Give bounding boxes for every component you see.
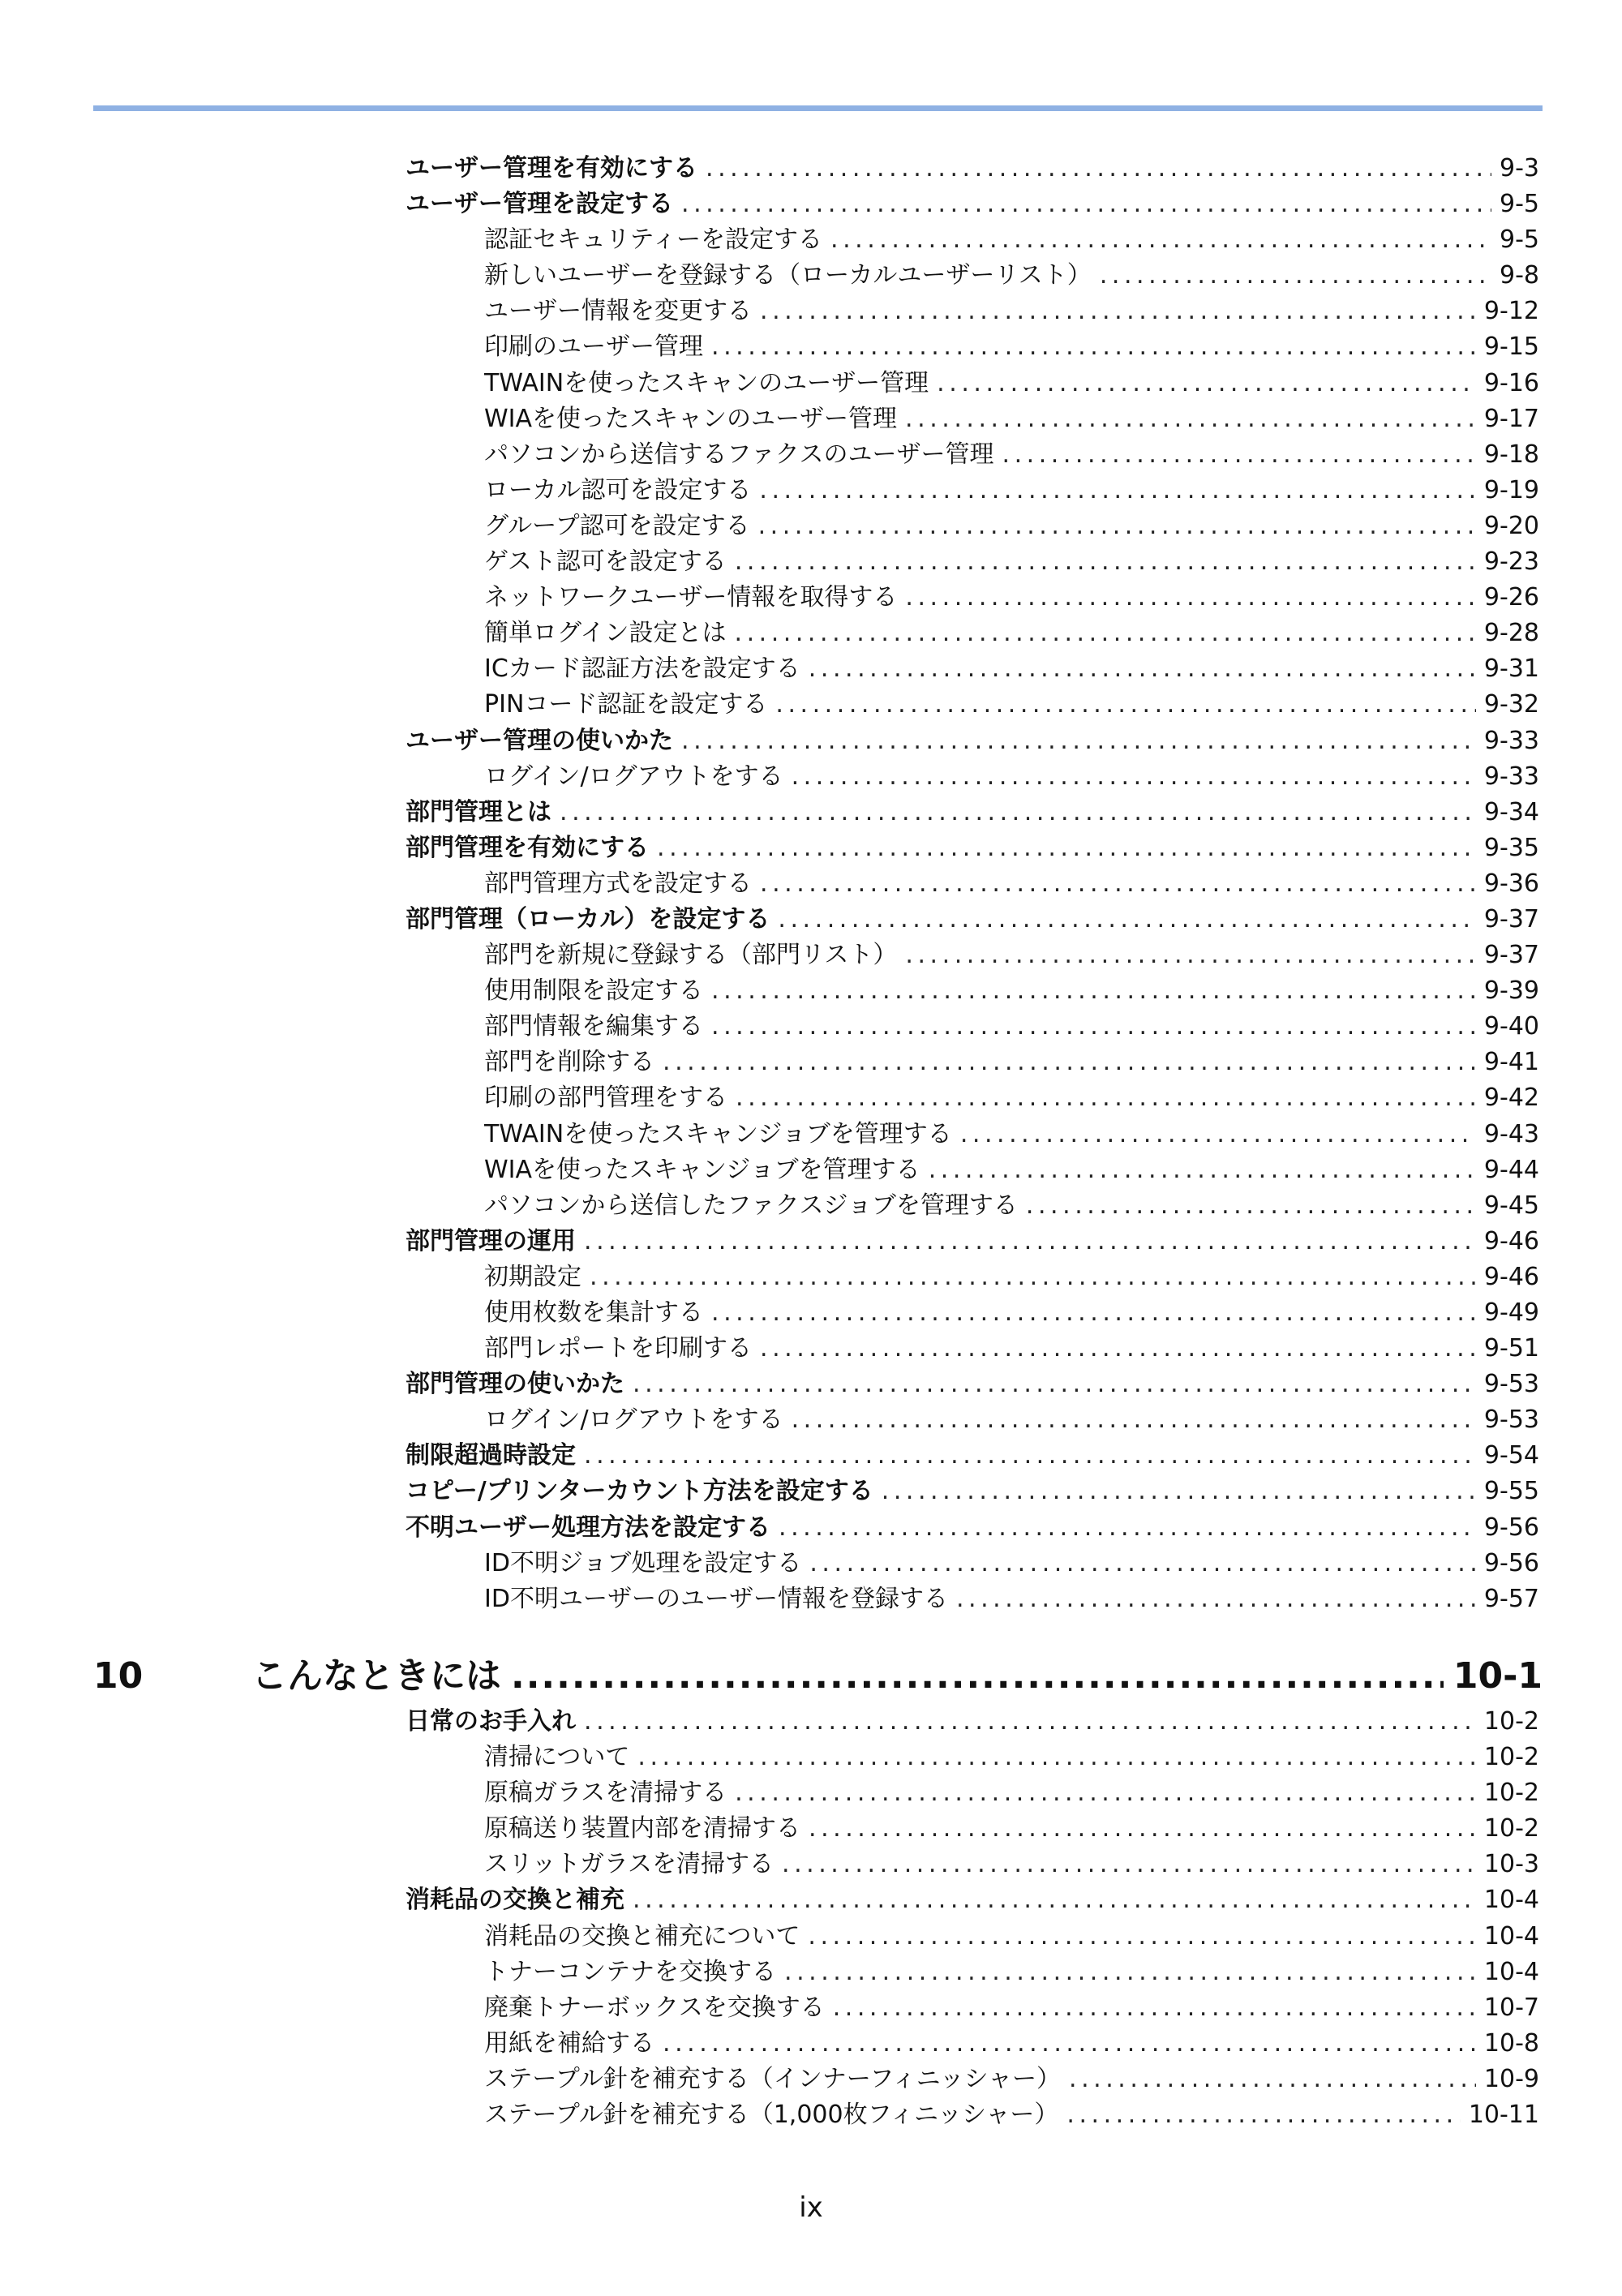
- toc-row: [0, 1152, 1622, 1188]
- dot-leader: [782, 1847, 1476, 1882]
- toc-entry-subsection[interactable]: [484, 616, 1539, 651]
- dot-leader: [784, 1955, 1476, 1990]
- toc-entry-subsection[interactable]: [484, 2062, 1539, 2097]
- toc-row: [0, 973, 1622, 1009]
- toc-entry-page: 9-23: [1483, 547, 1539, 577]
- toc-row: [0, 1295, 1622, 1331]
- toc-row: [0, 902, 1622, 938]
- toc-entry-section[interactable]: [406, 1704, 1539, 1740]
- toc-row: [0, 509, 1622, 544]
- toc-entry-title: 部門管理（ローカル）を設定する: [406, 904, 770, 933]
- toc-entry-title: トナーコンテナを交換する: [484, 1957, 776, 1986]
- toc-row: [0, 1882, 1622, 1918]
- toc-entry-page: 9-43: [1483, 1119, 1539, 1148]
- dot-leader: [633, 1367, 1476, 1402]
- toc-entry-title: スリットガラスを清掃する: [484, 1850, 774, 1879]
- toc-row: [0, 151, 1622, 187]
- dot-leader: [663, 1045, 1476, 1080]
- toc-entry-subsection[interactable]: [484, 222, 1539, 258]
- toc-entry-title: 原稿送り装置内部を清掃する: [484, 1814, 800, 1843]
- toc-row: [0, 1990, 1622, 2026]
- toc-entry-title: ICカード認証方法を設定する: [484, 654, 800, 684]
- toc-row: [0, 329, 1622, 365]
- toc-row: [0, 1260, 1622, 1295]
- toc-entry-page: 9-20: [1483, 511, 1539, 540]
- toc-entry-page: 9-49: [1483, 1298, 1539, 1327]
- toc-entry-title: ID不明ジョブ処理を設定する: [484, 1548, 802, 1577]
- toc-entry-subsection[interactable]: [484, 509, 1539, 544]
- toc-entry-page: 9-3: [1500, 154, 1539, 182]
- toc-entry-subsection[interactable]: [484, 651, 1539, 687]
- toc-entry-title: 使用枚数を集計する: [484, 1298, 703, 1327]
- toc-entry-page: 9-33: [1483, 762, 1539, 791]
- toc-row: [0, 651, 1622, 687]
- toc-entry-title: 消耗品の交換と補充: [406, 1886, 624, 1915]
- toc-row: [0, 1367, 1622, 1402]
- toc-entry-title: 清掃について: [484, 1743, 630, 1772]
- dot-leader: [735, 616, 1476, 651]
- toc-entry-title: ログイン/ログアウトをする: [484, 762, 783, 791]
- toc-entry-subsection[interactable]: [484, 580, 1539, 616]
- toc-entry-page: 9-45: [1483, 1191, 1539, 1220]
- toc-entry-page: 9-31: [1483, 654, 1539, 684]
- toc-entry-subsection[interactable]: [484, 1811, 1539, 1847]
- toc-entry-page: 9-39: [1483, 976, 1539, 1006]
- toc-entry-title: 初期設定: [484, 1262, 581, 1291]
- dot-leader: [681, 723, 1476, 759]
- toc-entry-section[interactable]: [406, 723, 1539, 759]
- toc-entry-page: 10-8: [1483, 2028, 1539, 2058]
- toc-entry-page: 9-46: [1483, 1262, 1539, 1291]
- dot-leader: [735, 544, 1476, 580]
- dot-leader: [808, 1919, 1476, 1955]
- toc-row: [0, 1402, 1622, 1438]
- toc-entry-page: 10-11: [1468, 2101, 1539, 2130]
- toc-row: [0, 830, 1622, 866]
- toc-row: [0, 795, 1622, 830]
- toc-entry-subsection[interactable]: [484, 1847, 1539, 1882]
- toc-entry-title: WIAを使ったスキャンのユーザー管理: [484, 404, 898, 433]
- toc-entry-subsection[interactable]: [484, 437, 1539, 473]
- toc-entry-page: 9-17: [1483, 404, 1539, 433]
- dot-leader: [663, 2026, 1476, 2062]
- toc-entry-title: 部門を新規に登録する（部門リスト）: [484, 941, 898, 970]
- dot-leader: [956, 1581, 1476, 1617]
- dot-leader: [792, 759, 1476, 795]
- toc-entry-title: 簡単ログイン設定とは: [484, 619, 727, 648]
- toc-row: [0, 2097, 1622, 2133]
- chapter-page: 10-1: [1453, 1655, 1543, 1697]
- chapter-heading[interactable]: [93, 1646, 1543, 1706]
- toc-row: [0, 759, 1622, 795]
- toc-entry-page: 9-46: [1483, 1226, 1539, 1255]
- dot-leader: [711, 1009, 1476, 1045]
- toc-row: [0, 1080, 1622, 1116]
- toc-row: [0, 2026, 1622, 2062]
- toc-entry-subsection[interactable]: [484, 759, 1539, 795]
- dot-leader: [760, 1331, 1476, 1367]
- toc-entry-subsection[interactable]: [484, 1152, 1539, 1188]
- dot-leader: [584, 1224, 1476, 1260]
- toc-entry-page: 10-3: [1483, 1850, 1539, 1879]
- toc-entry-section[interactable]: [406, 1474, 1539, 1509]
- toc-entry-subsection[interactable]: [484, 329, 1539, 365]
- toc-entry-title: 部門管理方式を設定する: [484, 869, 752, 898]
- toc-entry-page: 9-41: [1483, 1048, 1539, 1077]
- toc-row: [0, 1581, 1622, 1617]
- toc-row: [0, 1224, 1622, 1260]
- toc-entry-page: 9-36: [1483, 869, 1539, 898]
- toc-entry-page: 9-42: [1483, 1084, 1539, 1113]
- toc-entry-subsection[interactable]: [484, 544, 1539, 580]
- toc-entry-page: 9-37: [1483, 941, 1539, 970]
- toc-entry-subsection[interactable]: [484, 1009, 1539, 1045]
- toc-row: [0, 580, 1622, 616]
- dot-leader: [778, 902, 1476, 938]
- dot-leader: [1026, 1188, 1476, 1224]
- toc-row: [0, 1009, 1622, 1045]
- toc-entry-page: 10-9: [1483, 2064, 1539, 2093]
- toc-entry-page: 9-44: [1483, 1155, 1539, 1184]
- toc-row: [0, 366, 1622, 401]
- toc-entry-title: 使用制限を設定する: [484, 976, 703, 1006]
- toc-row: [0, 1438, 1622, 1474]
- dot-leader: [637, 1740, 1476, 1775]
- toc-entry-title: TWAINを使ったスキャンジョブを管理する: [484, 1119, 952, 1148]
- toc-entry-subsection[interactable]: [484, 473, 1539, 509]
- toc-entry-page: 9-5: [1500, 225, 1539, 255]
- toc-entry-section[interactable]: [406, 902, 1539, 938]
- toc-entry-subsection[interactable]: [484, 1260, 1539, 1295]
- dot-leader: [560, 795, 1476, 830]
- toc-entry-page: 9-19: [1483, 475, 1539, 504]
- toc-entry-title: TWAINを使ったスキャンのユーザー管理: [484, 368, 929, 397]
- toc-entry-title: 廃棄トナーボックスを交換する: [484, 1993, 825, 2022]
- toc-row: [0, 401, 1622, 437]
- dot-leader: [833, 1990, 1476, 2026]
- dot-leader: [905, 580, 1476, 616]
- toc-entry-title: パソコンから送信したファクスジョブを管理する: [484, 1191, 1018, 1220]
- toc-entry-page: 9-40: [1483, 1012, 1539, 1041]
- toc-entry-title: ID不明ユーザーのユーザー情報を登録する: [484, 1584, 948, 1613]
- dot-leader: [735, 1775, 1476, 1811]
- toc-row: [0, 866, 1622, 902]
- dot-leader: [1069, 2062, 1476, 2097]
- toc-entry-page: 10-2: [1483, 1743, 1539, 1772]
- toc-entry-title: ログイン/ログアウトをする: [484, 1405, 783, 1435]
- toc-entry-section[interactable]: [406, 1367, 1539, 1402]
- toc-entry-subsection[interactable]: [484, 866, 1539, 902]
- toc-entry-subsection[interactable]: [484, 1955, 1539, 1990]
- toc-entry-page: 9-34: [1483, 797, 1539, 826]
- toc-entry-subsection[interactable]: [484, 1990, 1539, 2026]
- toc-entry-title: WIAを使ったスキャンジョブを管理する: [484, 1155, 920, 1184]
- toc-entry-subsection[interactable]: [484, 366, 1539, 401]
- toc-entry-subsection[interactable]: [484, 1546, 1539, 1581]
- dot-leader: [809, 1546, 1476, 1581]
- toc-entry-subsection[interactable]: [484, 1740, 1539, 1775]
- dot-leader: [905, 401, 1476, 437]
- toc-entry-page: 9-5: [1500, 190, 1539, 219]
- toc-entry-section[interactable]: [406, 1882, 1539, 1918]
- toc-entry-subsection[interactable]: [484, 1117, 1539, 1152]
- toc-row: [0, 616, 1622, 651]
- dot-leader: [775, 687, 1476, 723]
- toc-entry-subsection[interactable]: [484, 258, 1539, 294]
- dot-leader: [937, 366, 1476, 401]
- toc-entry-subsection[interactable]: [484, 1188, 1539, 1224]
- toc-entry-title: ゲスト認可を設定する: [484, 547, 727, 577]
- toc-entry-page: 10-4: [1483, 1957, 1539, 1986]
- toc-entry-page: 9-53: [1483, 1405, 1539, 1435]
- dot-leader: [706, 151, 1491, 187]
- dot-leader: [760, 294, 1476, 329]
- toc-entry-title: 部門管理の運用: [406, 1226, 576, 1255]
- toc-entry-title: ネットワークユーザー情報を取得する: [484, 583, 898, 612]
- toc-entry-page: 9-56: [1483, 1513, 1539, 1542]
- toc-row: [0, 1474, 1622, 1509]
- toc-row: [0, 187, 1622, 222]
- toc-entry-title: 部門管理の使いかた: [406, 1370, 624, 1399]
- toc-entry-page: 10-4: [1483, 1886, 1539, 1915]
- toc-entry-section[interactable]: [406, 187, 1539, 222]
- toc-entry-subsection[interactable]: [484, 1581, 1539, 1617]
- toc-entry-page: 9-57: [1483, 1584, 1539, 1613]
- toc-entry-title: コピー/プリンターカウント方法を設定する: [406, 1477, 873, 1506]
- toc-row: [0, 1045, 1622, 1080]
- dot-leader: [929, 1152, 1476, 1188]
- toc-row: [0, 222, 1622, 258]
- toc-entry-page: 9-53: [1483, 1370, 1539, 1399]
- toc-entry-title: 部門管理を有効にする: [406, 833, 649, 862]
- toc-entry-subsection[interactable]: [484, 1331, 1539, 1367]
- toc-row: [0, 437, 1622, 473]
- toc-row: [0, 544, 1622, 580]
- toc-entry-title: パソコンから送信するファクスのユーザー管理: [484, 440, 994, 469]
- toc-entry-section[interactable]: [406, 795, 1539, 830]
- toc-row: [0, 1955, 1622, 1990]
- toc-entry-section[interactable]: [406, 151, 1539, 187]
- dot-leader: [760, 866, 1476, 902]
- dot-leader: [711, 329, 1476, 365]
- toc-entry-title: ステープル針を補充する（1,000枚フィニッシャー）: [484, 2101, 1059, 2130]
- toc-entry-section[interactable]: [406, 830, 1539, 866]
- toc-entry-title: 日常のお手入れ: [406, 1707, 576, 1736]
- dot-leader: [584, 1438, 1476, 1474]
- toc-entry-title: ローカル認可を設定する: [484, 475, 752, 504]
- toc-entry-title: 部門レポートを印刷する: [484, 1334, 752, 1363]
- toc-entry-subsection[interactable]: [484, 938, 1539, 973]
- dot-leader: [905, 938, 1476, 973]
- toc-entry-title: 制限超過時設定: [406, 1441, 576, 1470]
- toc-entry-section[interactable]: [406, 1224, 1539, 1260]
- dot-leader: [882, 1474, 1476, 1509]
- toc-entry-title: 部門情報を編集する: [484, 1012, 703, 1041]
- dot-leader: [1002, 437, 1476, 473]
- toc-entry-page: 10-2: [1483, 1707, 1539, 1736]
- toc-entry-title: ユーザー管理を設定する: [406, 190, 673, 219]
- toc-entry-subsection[interactable]: [484, 1045, 1539, 1080]
- toc-entry-page: 9-28: [1483, 619, 1539, 648]
- toc-row: [0, 723, 1622, 759]
- toc-entry-title: 部門を削除する: [484, 1048, 654, 1077]
- toc-entry-page: 9-18: [1483, 440, 1539, 469]
- toc-row: [0, 258, 1622, 294]
- toc-entry-title: ユーザー情報を変更する: [484, 297, 752, 326]
- dot-leader: [584, 1704, 1476, 1740]
- dot-leader: [511, 1646, 1444, 1706]
- dot-leader: [792, 1402, 1476, 1438]
- toc-row: [0, 1510, 1622, 1546]
- toc-row: [0, 294, 1622, 329]
- toc-entry-title: ステープル針を補充する（インナーフィニッシャー）: [484, 2064, 1061, 2093]
- toc-entry-title: 用紙を補給する: [484, 2028, 654, 2058]
- dot-leader: [1100, 258, 1491, 294]
- toc-entry-page: 9-16: [1483, 368, 1539, 397]
- dot-leader: [711, 1295, 1476, 1331]
- toc-entry-page: 9-32: [1483, 690, 1539, 719]
- toc-row: [0, 1775, 1622, 1811]
- toc-entry-page: 10-2: [1483, 1814, 1539, 1843]
- toc-entry-page: 9-26: [1483, 583, 1539, 612]
- toc-row: [0, 2062, 1622, 2097]
- toc-section-chapter-10: [0, 1704, 1622, 2133]
- toc-row: [0, 1919, 1622, 1955]
- toc-entry-subsection[interactable]: [484, 1919, 1539, 1955]
- toc-row: [0, 1117, 1622, 1152]
- dot-leader: [633, 1882, 1476, 1918]
- toc-row: [0, 1546, 1622, 1581]
- toc-entry-page: 9-54: [1483, 1441, 1539, 1470]
- toc-entry-title: PINコード認証を設定する: [484, 690, 768, 719]
- dot-leader: [809, 651, 1476, 687]
- toc-entry-subsection[interactable]: [484, 1080, 1539, 1116]
- toc-row: [0, 938, 1622, 973]
- toc-row: [0, 1331, 1622, 1367]
- toc-row: [0, 687, 1622, 723]
- chapter-title: こんなときには: [251, 1655, 501, 1697]
- toc-entry-page: 9-56: [1483, 1548, 1539, 1577]
- toc-entry-page: 9-55: [1483, 1477, 1539, 1506]
- dot-leader: [681, 187, 1491, 222]
- toc-entry-subsection[interactable]: [484, 2026, 1539, 2062]
- page-number: ix: [799, 2191, 823, 2224]
- toc-entry-subsection[interactable]: [484, 1402, 1539, 1438]
- toc-entry-page: 9-15: [1483, 333, 1539, 362]
- toc-entry-page: 9-35: [1483, 833, 1539, 862]
- toc-row: [0, 1811, 1622, 1847]
- toc-entry-subsection[interactable]: [484, 401, 1539, 437]
- toc-entry-page: 10-2: [1483, 1779, 1539, 1808]
- toc-entry-title: 部門管理とは: [406, 797, 551, 826]
- toc-entry-subsection[interactable]: [484, 973, 1539, 1009]
- header-rule: [93, 105, 1543, 111]
- dot-leader: [711, 973, 1476, 1009]
- toc-entry-subsection[interactable]: [484, 1775, 1539, 1811]
- toc-section-chapter-9: [0, 151, 1622, 1617]
- toc-entry-title: 印刷の部門管理をする: [484, 1084, 727, 1113]
- toc-entry-page: 10-4: [1483, 1921, 1539, 1951]
- toc-entry-page: 9-8: [1500, 261, 1539, 290]
- dot-leader: [590, 1260, 1476, 1295]
- dot-leader: [759, 473, 1476, 509]
- toc-entry-page: 9-51: [1483, 1334, 1539, 1363]
- toc-entry-subsection[interactable]: [484, 294, 1539, 329]
- toc-row: [0, 1740, 1622, 1775]
- toc-entry-title: 原稿ガラスを清掃する: [484, 1779, 727, 1808]
- toc-entry-page: 10-7: [1483, 1993, 1539, 2022]
- toc-entry-title: 不明ユーザー処理方法を設定する: [406, 1513, 770, 1542]
- toc-entry-page: 9-12: [1483, 297, 1539, 326]
- dot-leader: [960, 1117, 1476, 1152]
- toc-row: [0, 473, 1622, 509]
- toc-entry-page: 9-33: [1483, 726, 1539, 755]
- dot-leader: [657, 830, 1476, 866]
- toc-entry-section[interactable]: [406, 1510, 1539, 1546]
- toc-entry-title: 印刷のユーザー管理: [484, 333, 703, 362]
- toc-entry-page: 9-37: [1483, 904, 1539, 933]
- toc-entry-title: 新しいユーザーを登録する（ローカルユーザーリスト）: [484, 261, 1092, 290]
- toc-entry-subsection[interactable]: [484, 2097, 1539, 2133]
- dot-leader: [830, 222, 1491, 258]
- dot-leader: [758, 509, 1476, 544]
- toc-entry-section[interactable]: [406, 1438, 1539, 1474]
- toc-row: [0, 1847, 1622, 1882]
- toc-entry-subsection[interactable]: [484, 687, 1539, 723]
- dot-leader: [779, 1510, 1476, 1546]
- dot-leader: [1066, 2097, 1460, 2133]
- dot-leader: [736, 1080, 1476, 1116]
- chapter-number: 10: [93, 1655, 144, 1697]
- toc-entry-title: 認証セキュリティーを設定する: [484, 225, 822, 255]
- dot-leader: [809, 1811, 1476, 1847]
- toc-entry-title: ユーザー管理の使いかた: [406, 726, 673, 755]
- toc-entry-title: 消耗品の交換と補充について: [484, 1921, 800, 1951]
- toc-entry-title: グループ認可を設定する: [484, 511, 750, 540]
- toc-entry-subsection[interactable]: [484, 1295, 1539, 1331]
- toc-row: [0, 1704, 1622, 1740]
- toc-row: [0, 1188, 1622, 1224]
- toc-entry-title: ユーザー管理を有効にする: [406, 154, 697, 182]
